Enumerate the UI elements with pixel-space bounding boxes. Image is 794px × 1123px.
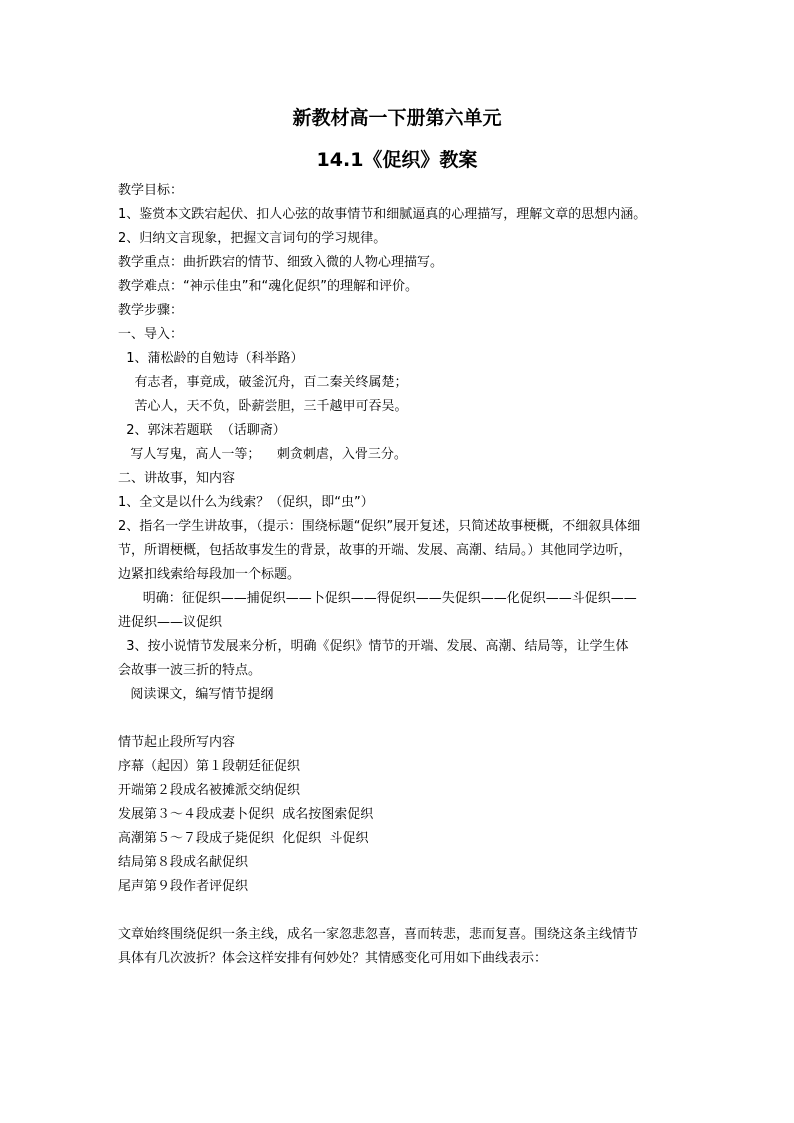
text-line: 教学步骤：: [118, 303, 184, 318]
text-line: 2、指名一学生讲故事，（提示：围绕标题“促织”展开复述，只简述故事梗概，不细叙具体细: [118, 519, 641, 534]
document-title: 新教材高一下册第六单元: [292, 107, 502, 129]
text-line: 高潮第５～７段成子毙促织 化促织 斗促织: [118, 831, 369, 846]
text-line: 边紧扣线索给每段加一个标题。: [118, 567, 301, 582]
text-line: 序幕（起因）第１段朝廷征促织: [118, 759, 301, 774]
text-line: 结局第８段成名献促织: [118, 855, 249, 870]
text-line: 明确：征促织——捕促织——卜促织——得促织——失促织——化促织——斗促织——: [118, 591, 637, 606]
text-line: 二、讲故事，知内容: [118, 471, 236, 486]
text-line: 苦心人，天不负，卧薪尝胆，三千越甲可吞吴。: [118, 399, 408, 414]
document-subtitle: 14.1《促织》教案: [316, 149, 478, 171]
text-line: 具体有几次波折？体会这样安排有何妙处？其情感变化可用如下曲线表示：: [118, 951, 548, 966]
text-line: 发展第３～４段成妻卜促织 成名按图索促织: [118, 807, 374, 822]
text-line: 3、按小说情节发展来分析，明确《促织》情节的开端、发展、高潮、结局等，让学生体: [118, 639, 629, 654]
text-line: 2、郭沫若题联 （话聊斋）: [118, 423, 286, 438]
text-line: 进促织——议促织: [118, 615, 223, 630]
text-line: 情节起止段所写内容: [118, 735, 236, 750]
text-line: 开端第２段成名被摊派交纳促织: [118, 783, 301, 798]
text-line: 一、导入：: [118, 327, 184, 342]
text-line: 会故事一波三折的特点。: [118, 663, 262, 678]
text-line: 尾声第９段作者评促织: [118, 879, 249, 894]
text-line: 教学重点：曲折跌宕的情节、细致入微的人物心理描写。: [118, 255, 444, 270]
text-line: 节，所谓梗概，包括故事发生的背景，故事的开端、发展、高潮、结局。）其他同学边听，: [118, 543, 632, 558]
text-line: 教学难点：“神示佳虫”和“魂化促织”的理解和评价。: [118, 279, 418, 294]
text-line: 写人写鬼，高人一等； 刺贪刺虐，入骨三分。: [118, 447, 407, 462]
text-line: 阅读课文，编写情节提纲: [118, 687, 274, 702]
text-line: 文章始终围绕促织一条主线，成名一家忽悲忽喜，喜而转悲，悲而复喜。围绕这条主线情节: [118, 927, 639, 942]
text-line: 2、归纳文言现象，把握文言词句的学习规律。: [118, 231, 387, 246]
text-line: 教学目标：: [118, 183, 184, 198]
text-line: 1、蒲松龄的自勉诗（科举路）: [118, 351, 304, 366]
text-line: 1、鉴赏本文跌宕起伏、扣人心弦的故事情节和细腻逼真的心理描写，理解文章的思想内涵。: [118, 207, 647, 222]
text-line: 1、全文是以什么为线索？（促织，即“虫”）: [118, 495, 374, 510]
text-line: 有志者，事竟成，破釜沉舟，百二秦关终属楚；: [118, 375, 408, 390]
